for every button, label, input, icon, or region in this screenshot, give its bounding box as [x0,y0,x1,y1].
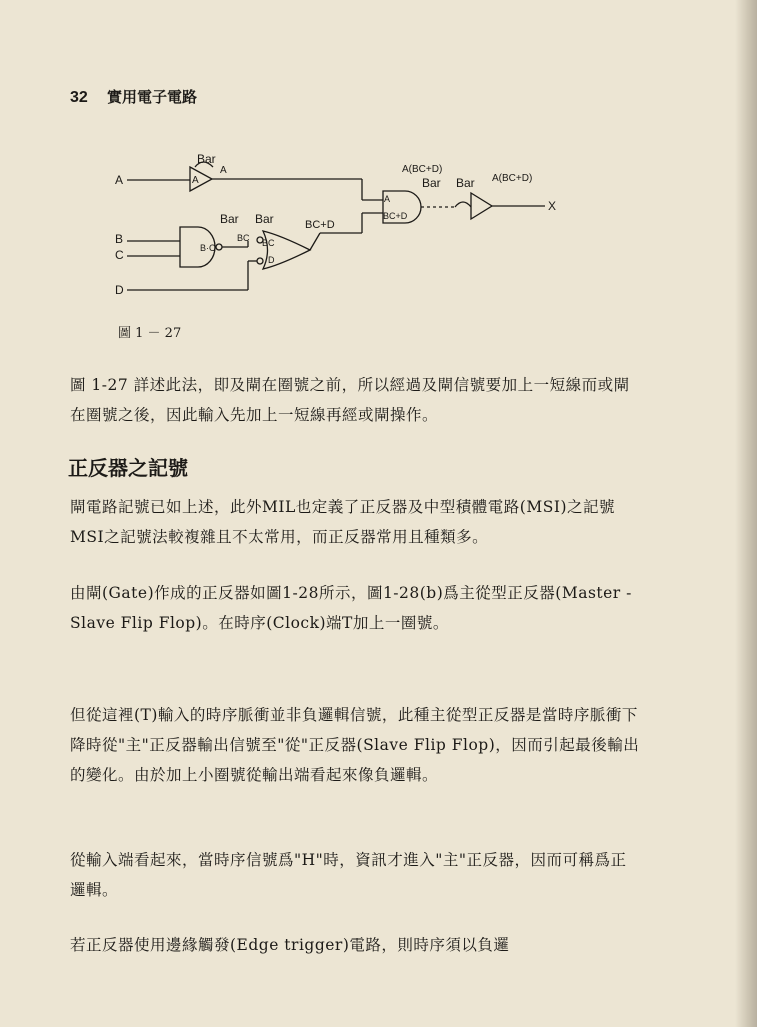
label-d-bar: D [268,255,275,265]
page-edge-shadow [735,0,757,1027]
paragraph-6: 若正反器使用邊緣觸發(Edge trigger)電路，則時序須以負邏 [70,936,510,954]
paragraph-2: 閘電路記號已如上述，此外MIL也定義了正反器及中型積體電路(MSI)之記號MSI之記號法較複雜且不太常用，而正反器常用且種類多。 [70,498,615,546]
or-gate-bubble-bottom [257,258,263,264]
label-input-d: D [115,283,124,297]
label-bar-inverter: Bar [197,152,216,166]
logic-circuit-diagram [100,145,600,305]
output-inverter [471,193,492,219]
label-bar4: Bar [456,176,475,190]
and-gate-bubble [216,244,222,250]
label-input-a: A [115,173,124,187]
figure-caption: 圖 1 － 27 [118,326,182,341]
book-title: 實用電子電路 [107,88,198,106]
page-number: 32 [70,89,88,106]
paragraph-5: 從輸入端看起來，當時序信號爲"H"時，資訊才進入"主"正反器，因而可稱爲正邏輯。 [70,851,627,899]
label-bc-d-in: BC+D [383,211,408,221]
section-title: 正反器之記號 [68,456,188,480]
paragraph-3: 由閘(Gate)作成的正反器如圖1-28所示，圖1-28(b)爲主從型正反器(Master - Slave Flip Flop)。在時序(Clock)端T加上一圈號。 [70,584,632,632]
label-a-bar-in: A [384,194,391,204]
label-a-bar: A [220,165,227,176]
page-header [70,86,197,107]
label-or-out: BC+D [305,219,335,231]
label-final-out: A(BC+D) [492,173,533,184]
label-nand-out: A(BC+D) [402,164,443,175]
label-inverter-a: A [192,175,199,186]
label-input-b: B [115,232,124,246]
label-bc-gate: B·C [200,243,216,253]
label-bc-bar-in: BC [262,238,275,248]
label-bar3: Bar [422,176,441,190]
label-input-c: C [115,248,124,262]
label-bc-bar: BC [237,233,250,243]
label-output-x: X [548,199,557,213]
paragraph-4: 但從這裡(T)輸入的時序脈衝並非負邏輯信號，此種主從型正反器是當時序脈衝下降時從"主"正反器輸出信號至"從"正反器(Slave Flip Flop)，因而引起最後輸出的變化。由於加上小圈號從輸出端看起來像負邏輯。 [70,706,640,784]
paragraph-1: 圖 1-27 詳述此法，即及閘在圈號之前，所以經過及閘信號要加上一短線而或閘在圈號之後，因此輸入先加上一短線再經或閘操作。 [70,376,630,424]
label-bar1: Bar [220,212,239,226]
label-bar2: Bar [255,212,274,226]
